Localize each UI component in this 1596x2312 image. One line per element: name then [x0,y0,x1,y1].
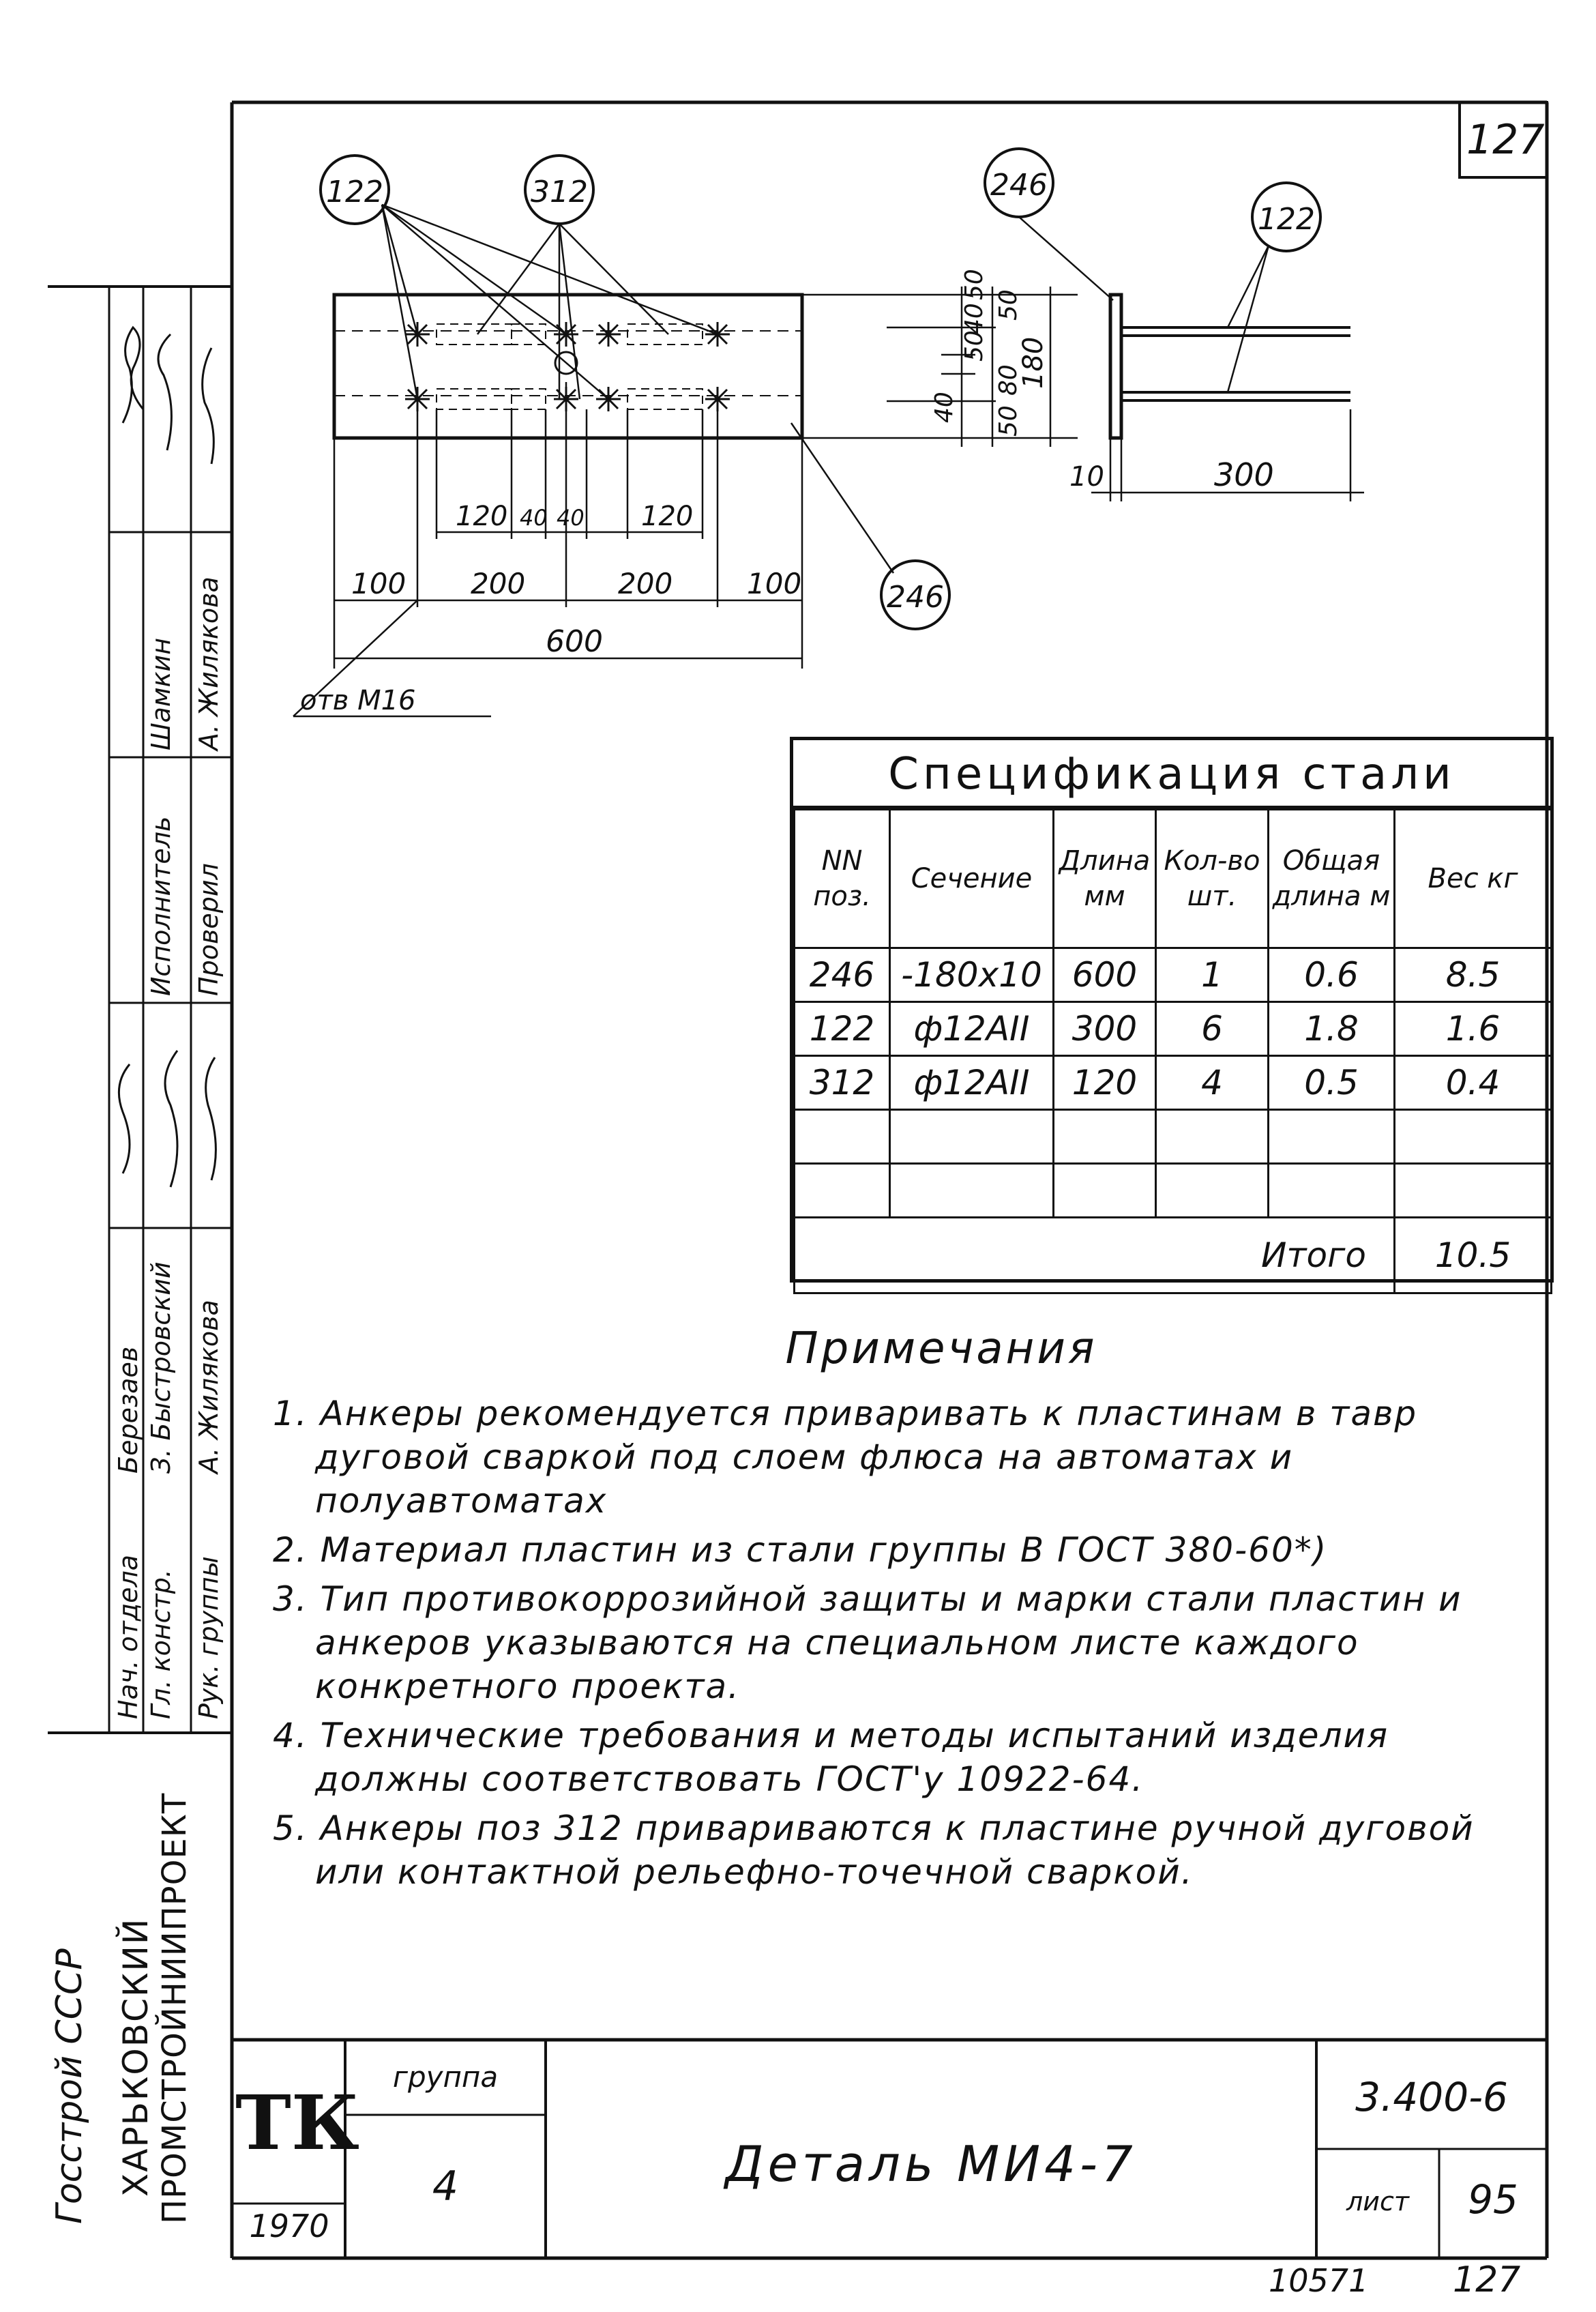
margin-institute-1: ХАРЬКОВСКИЙ [116,1917,156,2197]
dim-stack1-c: 50 [960,269,988,300]
dim-row2-d: 100 [747,567,802,600]
spec-header-row [795,810,1552,948]
table-row [795,1110,1552,1164]
sheet-value: 95 [1468,2176,1518,2223]
margin-name2-2: А. Жилякова [194,576,224,750]
spec-cell: 0.5 [1269,1056,1395,1110]
spec-cell: 8.5 [1395,948,1552,1002]
weld-spots [405,322,730,411]
spec-cell: ф12АII [890,1002,1054,1056]
notes-section [273,1323,1555,1899]
hole-label: отв М16 [300,685,416,716]
page-number-top: 127 [1466,116,1545,164]
group-label: группа [392,2060,499,2094]
steel-spec-table [790,737,1554,1283]
callout-text-246-b: 246 [887,580,944,615]
table-row [795,1002,1552,1056]
drawing-title: Деталь МИ4-7 [725,2135,1137,2193]
spec-cell: 1.8 [1269,1002,1395,1056]
margin-name-2: З. Быстровский [146,1261,176,1474]
spec-cell: 600 [1054,948,1156,1002]
margin-institute-2: ПРОМСТРОЙНИИПРОЕКТ [156,1792,194,2224]
dim-anchor-length: 300 [1214,456,1274,493]
sheet-label: лист [1346,2186,1409,2216]
spec-cell: 122 [795,1002,890,1056]
spec-header-pos: NN поз. [795,810,890,948]
spec-cell [1054,1110,1156,1164]
spec-cell: 246 [795,948,890,1002]
note-item-2: 2. Материал пластин из стали группы В ГОСТ 380-60*) [273,1530,1328,1570]
group-value: 4 [432,2163,459,2210]
spec-cell: 300 [1054,1002,1156,1056]
note-item-1: 1. Анкеры рекомендуется приваривать к пластинам в тавр дуговой сваркой под слоем флюса на автоматах и полуавтоматах [273,1394,1418,1521]
spec-header-length: Длина мм [1054,810,1156,948]
spec-cell: 312 [795,1056,890,1110]
spec-cell [1269,1110,1395,1164]
callout-text-122-a: 122 [326,175,383,209]
margin-role2-2: Проверил [194,863,224,996]
table-row [795,1164,1552,1218]
dim-stack1-a: 50 [960,330,988,362]
plate-side [1110,295,1121,438]
notes-heading: Примечания [785,1323,1097,1374]
dim-row1-a: 120 [456,501,508,532]
margin-name-1: Березаев [113,1346,143,1474]
spec-cell [1395,1164,1552,1218]
margin-role-2: Гл. констр. [146,1569,176,1719]
dim-plate-thickness: 10 [1069,461,1104,493]
spec-header-section: Сечение [890,810,1054,948]
note-item-4: 4. Технические требования и методы испытаний изделия должны соответствовать ГОСТ'у 10922-64. [273,1716,1389,1799]
plate-plan [334,295,802,438]
signatures [102,287,232,1733]
dim-height: 180 [1018,336,1049,389]
spec-total-value: 10.5 [1395,1218,1552,1293]
spec-cell [890,1164,1054,1218]
spec-cell: 0.4 [1395,1056,1552,1110]
dim-overall: 600 [546,624,603,659]
spec-total-row [795,1218,1552,1293]
margin-role-1: Нач. отдела [113,1554,143,1719]
spec-cell [1395,1110,1552,1164]
spec-cell: 4 [1156,1056,1269,1110]
margin-org: Госстрой СССР [49,1948,90,2224]
dim-stack2-c: 80 [994,364,1022,396]
spec-cell [890,1110,1054,1164]
spec-cell: ф12АII [890,1056,1054,1110]
spec-cell [1054,1164,1156,1218]
spec-cell [1156,1164,1269,1218]
technical-drawing [0,0,1596,750]
spec-cell: 0.6 [1269,948,1395,1002]
table-row [795,1056,1552,1110]
note-item-5: 5. Анкеры поз 312 привариваются к пластине ручной дуговой или контактной рельефно-точечной сваркой. [273,1809,1475,1892]
spec-cell [1156,1110,1269,1164]
spec-cell: -180х10 [890,948,1054,1002]
spec-header-total-length: Общая длина м [1269,810,1395,948]
dim-row1-b: 40 [520,505,548,531]
dim-stack2-b: 50 [994,405,1022,437]
spec-title: Спецификация стали [793,740,1550,808]
note-item-3: 3. Тип противокоррозийной защиты и марки стали пластин и анкеров указываются на специальном листе каждого конкретного проекта. [273,1579,1462,1706]
dim-row2-b: 200 [471,567,526,600]
dim-row1-c: 40 [557,505,585,531]
spec-cell [1269,1164,1395,1218]
callout-text-312: 312 [531,175,588,209]
spec-cell: 1.6 [1395,1002,1552,1056]
spec-cell: 1 [1156,948,1269,1002]
spec-header-weight: Вес кг [1395,810,1552,948]
dim-stack2-d: 50 [994,289,1022,321]
callout-text-122-b: 122 [1258,202,1315,237]
spec-cell [795,1110,890,1164]
spec-total-label: Итого [795,1218,1395,1293]
margin-role2-1: Исполнитель [146,816,176,996]
margin-name2-1: Шамкин [146,637,176,750]
dim-row2-c: 200 [618,567,673,600]
margin-role-3: Рук. группы [194,1556,224,1719]
bottom-number-right: 127 [1453,2259,1521,2300]
series-number: 3.400-6 [1355,2074,1508,2120]
spec-cell [795,1164,890,1218]
margin-name-3: А. Жилякова [194,1300,224,1474]
callout-text-246-a: 246 [990,168,1048,203]
dim-row2-a: 100 [351,567,407,600]
dim-stack1-b: 40 [960,303,988,334]
spec-header-qty: Кол-во шт. [1156,810,1269,948]
title-year: 1970 [249,2208,329,2244]
spec-cell: 6 [1156,1002,1269,1056]
dim-row1-d: 120 [641,501,694,532]
tk-logo: ТК [235,2079,359,2167]
table-row [795,948,1552,1002]
spec-cell: 120 [1054,1056,1156,1110]
dim-stack2-a: 40 [930,392,958,423]
bottom-number-left: 10571 [1269,2262,1369,2299]
